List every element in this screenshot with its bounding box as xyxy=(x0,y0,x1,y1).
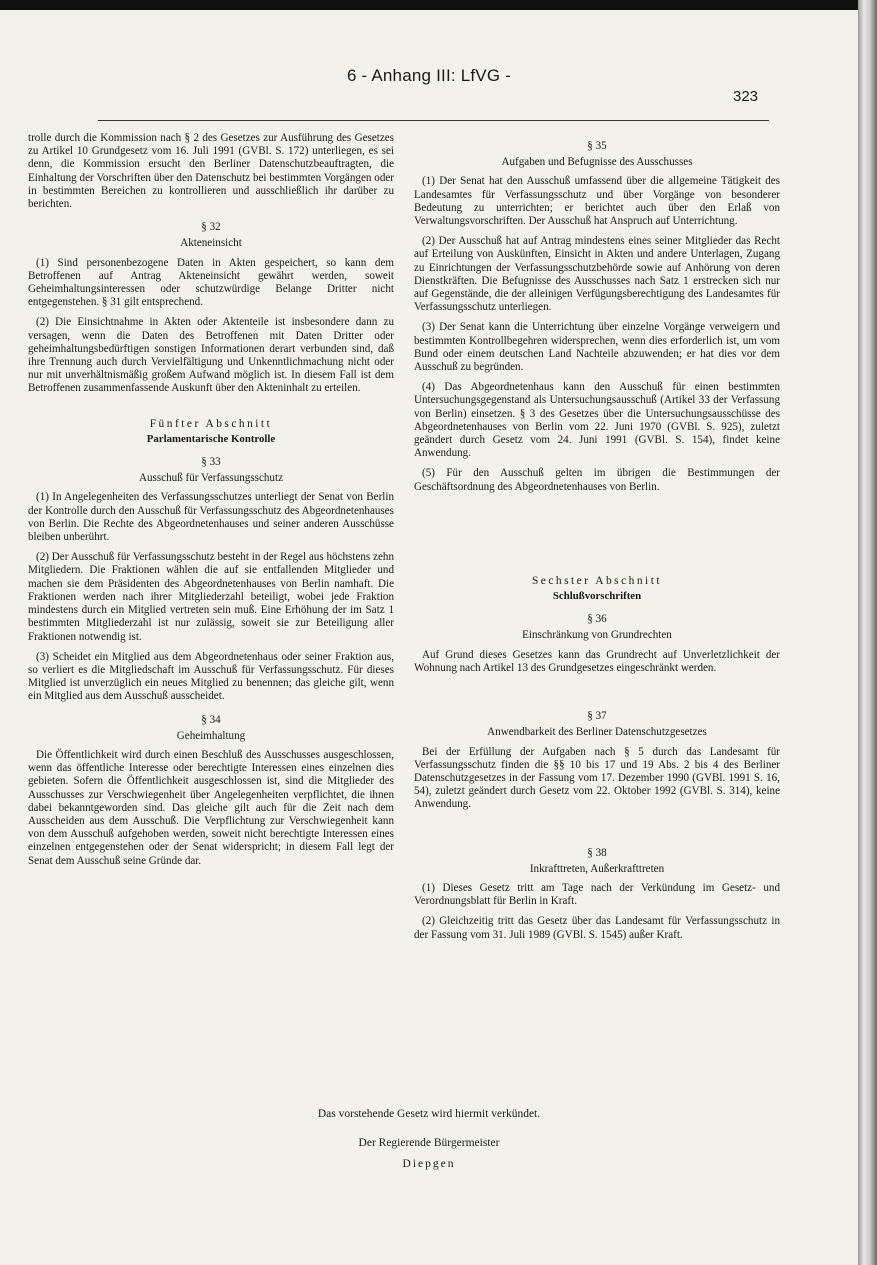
section-32-paragraph-1: (1) Sind personenbezogene Daten in Akten gespeichert, so kann dem Betroffenen auf Antrag Akteneinsicht gewährt werden, soweit Geheimhaltungsinteressen oder schutzwürdige Belange Dritter nicht entgegenstehen. § 31 gilt entsprechend. xyxy=(28,256,394,309)
section-gap xyxy=(414,501,780,553)
section-gap xyxy=(414,682,780,700)
running-header: 6 - Anhang III: LfVG - xyxy=(346,66,512,85)
chapter-5-title: Parlamentarische Kontrolle xyxy=(146,432,276,445)
section-38-title: Inkrafttreten, Außerkrafttreten xyxy=(529,862,665,875)
section-37-paragraph-1: Bei der Erfüllung der Aufgaben nach § 5 durch das Landesamt für Verfassungsschutz finden die §§ 10 bis 17 und 19 Abs. 2 bis 4 des Berliner Datenschutzgesetzes in der Fassung vom 17. Dezember 1990 (GVBl. 1991 S. 16, 54), zuletzt geändert durch Gesetz vom 22. Oktober 1992 (GVBl. S. 314), keine Anwendung. xyxy=(414,745,780,811)
chapter-5-label: Fünfter Abschnitt xyxy=(149,417,273,430)
section-gap xyxy=(414,819,780,837)
section-35-paragraph-4: (4) Das Abgeordnetenhaus kann den Ausschuß für einen bestimmten Untersuchungsgegenstand als Untersuchungsausschuß (Artikel 33 der Verfassung von Berlin) einsetzen. § 3 des Gesetzes über die Untersuchungsausschüsse des Abgeordnetenhauses von Berlin vom 22. Juni 1970 (GVBl. S. 925), zuletzt geändert durch Gesetz vom 24. Juni 1991 (GVBl. S. 154), findet keine Anwendung. xyxy=(414,381,780,460)
section-33-paragraph-3: (3) Scheidet ein Mitglied aus dem Abgeordnetenhaus oder seiner Fraktion aus, so verliert es die Mitgliedschaft im Ausschuß für Verfassungsschutz. Für dieses Mitglied ist unverzüglich ein neues Mitglied zu benennen; das gleiche gilt, wenn ein Mitglied aus dem Ausschuß ausscheidet. xyxy=(28,650,394,703)
page-number: 323 xyxy=(733,88,759,105)
right-column xyxy=(414,132,780,949)
promulgation-line: Das vorstehende Gesetz wird hiermit verkündet. xyxy=(317,1108,541,1120)
section-35-paragraph-2: (2) Der Ausschuß hat auf Antrag mindestens eines seiner Mitglieder das Recht auf Erteilung von Auskünften, Einsicht in Akten und andere Unterlagen, Zugang zu Einrichtungen der Verfassungsschutzbehörde sowie auf Anhörung von deren Dienstkräften. Die Befugnisse des Ausschusses nach Satz 1 erstrecken sich nur auf Gegenstände, die der alleinigen Verfügungsberechtigung des Landesamtes für Verfassungsschutz unterliegen. xyxy=(414,235,780,314)
section-37-number: § 37 xyxy=(587,710,607,723)
section-34-title: Geheimhaltung xyxy=(176,729,246,742)
document-page xyxy=(0,10,858,1265)
section-36-paragraph-1: Auf Grund dieses Gesetzes kann das Grundrecht auf Unverletzlichkeit der Wohnung nach Artikel 13 des Grundgesetzes eingeschränkt werden. xyxy=(414,648,780,674)
section-32-title: Akteneinsicht xyxy=(180,237,242,250)
section-38-number: § 38 xyxy=(587,846,607,859)
left-column xyxy=(28,132,394,875)
section-35-paragraph-1: (1) Der Senat hat den Ausschuß umfassend über die allgemeine Tätigkeit des Landesamtes für Verfassungsschutz und über Vorgänge von besonderer Bedeutung zu unterrichten; er berichtet auch über den Erlaß von Verwaltungsvorschriften. Der Ausschuß hat Anspruch auf Unterrichtung. xyxy=(414,175,780,228)
section-38-paragraph-1: (1) Dieses Gesetz tritt am Tage nach der Verkündung im Gesetz- und Verordnungsblatt für Berlin in Kraft. xyxy=(414,881,780,908)
section-37-title: Anwendbarkeit des Berliner Datenschutzgesetzes xyxy=(487,726,707,739)
signatory-name: Diepgen xyxy=(402,1158,456,1170)
intro-paragraph: trolle durch die Kommission nach § 2 des Gesetzes zur Ausführung des Gesetzes zu Artikel 10 Grundgesetz vom 16. Juli 1991 (GVBl. S. 172) unterliegen, es sei denn, die Kommission ersucht den Berliner Datenschutzbeauftragten, die Einhaltung der Vorschriften über den Datenschutz bei bestimmten Vorgängen oder in bestimmten Bereichen zu kontrollieren und ausschließlich ihr darüber zu berichten. xyxy=(28,132,394,211)
section-33-paragraph-2: (2) Der Ausschuß für Verfassungsschutz besteht in der Regel aus höchstens zehn Mitgliedern. Die Fraktionen wählen die auf sie entfallenden Mitglieder und machen sie dem Präsidenten des Abgeordnetenhauses von Berlin namhaft. Die Fraktionen werden nach ihrer Mitgliederzahl beteiligt, wobei jede Fraktion mindestens durch ein Mitglied vertreten sein muß. Eine Erhöhung der im Satz 1 bestimmten Mitgliederzahl ist nur zulässig, soweit sie zur Beteiligung aller Fraktionen notwendig ist. xyxy=(28,551,394,643)
section-35-paragraph-5: (5) Für den Ausschuß gelten im übrigen die Bestimmungen der Geschäftsordnung des Abgeordnetenhauses von Berlin. xyxy=(414,467,780,493)
signatory-title: Der Regierende Bürgermeister xyxy=(358,1137,500,1149)
chapter-6-label: Sechster Abschnitt xyxy=(531,574,663,587)
section-35-number: § 35 xyxy=(587,140,607,152)
header-rule xyxy=(98,120,769,121)
scan-top-edge xyxy=(0,0,858,10)
section-34-number: § 34 xyxy=(201,713,221,726)
section-32-number: § 32 xyxy=(201,221,221,234)
section-33-number: § 33 xyxy=(201,456,221,469)
section-33-paragraph-1: (1) In Angelegenheiten des Verfassungsschutzes unterliegt der Senat von Berlin der Kontrolle durch den Ausschuß für Verfassungsschutz des Abgeordnetenhauses von Berlin. Die Rechte des Abgeordnetenhauses und seiner anderen Ausschüsse bleiben unberührt. xyxy=(28,491,394,544)
section-35-title: Aufgaben und Befugnisse des Ausschusses xyxy=(501,156,693,169)
book-spine-edge xyxy=(858,0,877,1265)
section-35-paragraph-3: (3) Der Senat kann die Unterrichtung über einzelne Vorgänge verweigern und bestimmten Kontrollbegehren widersprechen, wenn dies erforderlich ist, um vom Bund oder einem deutschen Land Nachteile abzuwenden; er hat dies vor dem Ausschuß zu begründen. xyxy=(414,321,780,374)
section-36-title: Einschränkung von Grundrechten xyxy=(522,629,672,642)
section-36-number: § 36 xyxy=(587,613,607,626)
chapter-6-title: Schlußvorschriften xyxy=(552,590,642,603)
section-32-paragraph-2: (2) Die Einsichtnahme in Akten oder Aktenteile ist insbesondere dann zu versagen, wenn die Daten des Betroffenen mit Daten Dritter oder geheimhaltungsbedürftigen sonstigen Informationen derart verbunden sind, daß ihre Trennung auch durch Vervielfältigung und Unkenntlichmachung nicht oder nur mit unverhältnismäßig großem Aufwand möglich ist. In diesem Fall ist dem Betroffenen zusammenfassende Auskunft über den Akteninhalt zu erteilen. xyxy=(28,316,394,395)
section-33-title: Ausschuß für Verfassungsschutz xyxy=(139,472,283,485)
section-34-paragraph-1: Die Öffentlichkeit wird durch einen Beschluß des Ausschusses ausgeschlossen, wenn das öffentliche Interesse oder berechtigte Interessen eines einzelnen dies gebieten. Sofern die Öffentlichkeit ausgeschlossen ist, sind die Mitglieder des Ausschusses zur Verschwiegenheit über Angelegenheiten verpflichtet, die ihnen dabei bekanntgeworden sind. Das gleiche gilt auch für die Zeit nach dem Ausscheiden aus dem Ausschuß. Die Verpflichtung zur Verschwiegenheit kann von dem Ausschuß aufgehoben werden, soweit nicht berechtigte Interessen eines einzelnen entgegenstehen oder der Senat widerspricht; in diesem Fall legt der Senat dem Ausschuß seine Gründe dar. xyxy=(28,748,394,867)
section-38-paragraph-2: (2) Gleichzeitig tritt das Gesetz über das Landesamt für Verfassungsschutz in der Fassung vom 31. Juli 1989 (GVBl. S. 1545) außer Kraft. xyxy=(414,915,780,941)
